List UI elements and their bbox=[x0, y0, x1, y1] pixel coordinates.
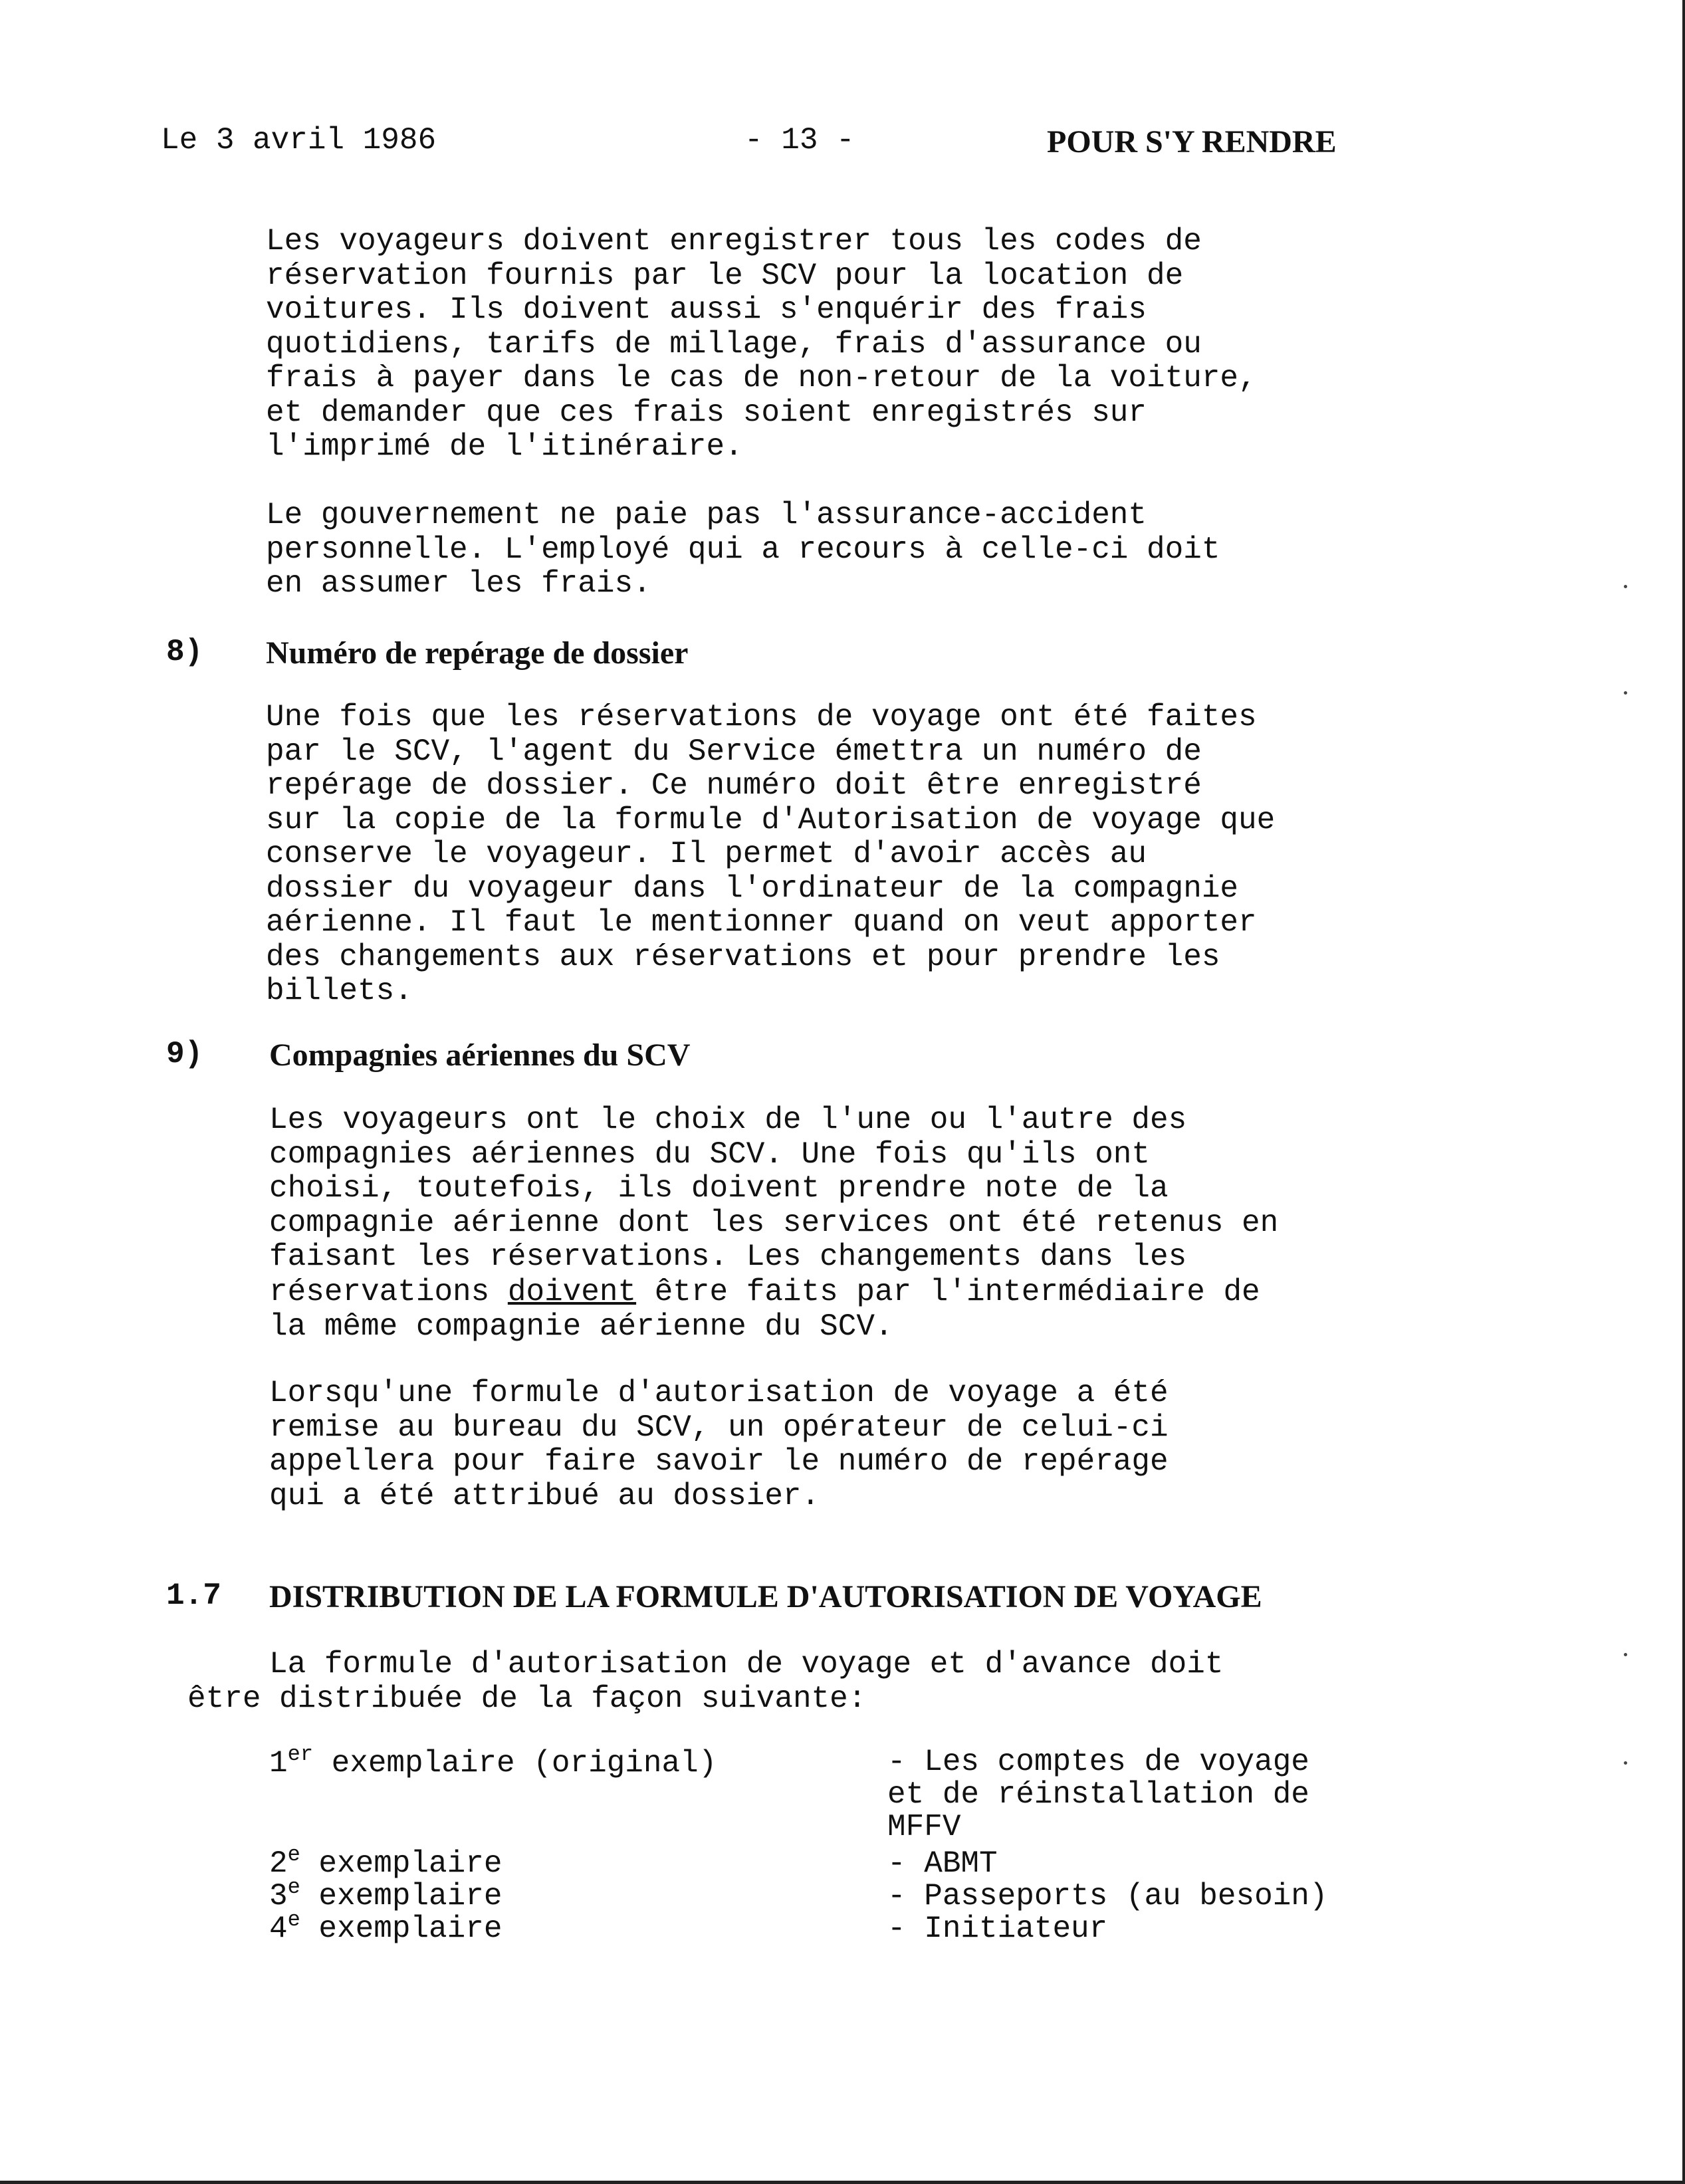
scan-edge-bottom bbox=[0, 2181, 1685, 2184]
section9-line6-before: réservations bbox=[269, 1275, 508, 1309]
section9-line6-after: être faits par l'intermédiaire de bbox=[636, 1275, 1260, 1309]
scan-speck bbox=[1624, 691, 1627, 695]
scan-edge-right bbox=[1682, 0, 1685, 2184]
section8-number: 8) bbox=[166, 635, 203, 669]
paragraph-car-rental: Les voyageurs doivent enregistrer tous les codes de réservation fournis par le SCV pour la location de voitures. Ils doivent aussi s'enquérir des frais quotidiens, tarifs de millage, frais d'assurance ou frais à payer dans le cas de non-retour de la voiture, et demander que ces frais soient enregistrés sur l'imprimé de l'itinéraire. bbox=[266, 224, 1257, 464]
scan-speck bbox=[1624, 585, 1627, 588]
header-date: Le 3 avril 1986 bbox=[161, 123, 437, 158]
distribution-copy-2: 2e exemplaire bbox=[269, 1842, 503, 1881]
section17-number: 1.7 bbox=[166, 1579, 221, 1613]
header-section-title: POUR S'Y RENDRE bbox=[1047, 124, 1337, 160]
header-page-number: - 13 - bbox=[744, 123, 855, 158]
scan-speck bbox=[1624, 1653, 1627, 1656]
scan-speck bbox=[1624, 1761, 1627, 1765]
section9-line6 bbox=[269, 1275, 1260, 1309]
paragraph-insurance: Le gouvernement ne paie pas l'assurance-accident personnelle. L'employé qui a recours à celle-ci doit en assumer les frais. bbox=[266, 498, 1220, 601]
distribution-copy-3: 3e exemplaire bbox=[269, 1875, 503, 1913]
section8-title: Numéro de repérage de dossier bbox=[266, 635, 689, 671]
section9-body-part1: Les voyageurs ont le choix de l'une ou l'autre des compagnies aériennes du SCV. Une fois qu'ils ont choisi, toutefois, ils doivent prendre note de la compagnie aérienne dont les services ont été retenus en faisant les réservations. Les changements dans les bbox=[269, 1103, 1279, 1274]
distribution-copy-4: 4e exemplaire bbox=[269, 1908, 503, 1946]
distribution-dest-4: - Initiateur bbox=[887, 1911, 1108, 1946]
section17-intro-line1: La formule d'autorisation de voyage et d'avance doit bbox=[269, 1647, 1224, 1682]
distribution-dest-2: - ABMT bbox=[887, 1846, 998, 1881]
section9-line7: la même compagnie aérienne du SCV. bbox=[269, 1309, 893, 1344]
section9-title: Compagnies aériennes du SCV bbox=[269, 1037, 691, 1073]
section17-intro-line2: être distribuée de la façon suivante: bbox=[187, 1682, 867, 1716]
section9-number: 9) bbox=[166, 1037, 203, 1071]
distribution-dest-1: - Les comptes de voyage et de réinstallation de MFFV bbox=[887, 1745, 1309, 1844]
section9-body2: Lorsqu'une formule d'autorisation de voyage a été remise au bureau du SCV, un opérateur de celui-ci appellera pour faire savoir le numéro de repérage qui a été attribué au dossier. bbox=[269, 1376, 1169, 1513]
distribution-dest-3: - Passeports (au besoin) bbox=[887, 1879, 1328, 1913]
section9-underlined-word: doivent bbox=[507, 1275, 637, 1309]
section17-title: DISTRIBUTION DE LA FORMULE D'AUTORISATION DE VOYAGE bbox=[269, 1579, 1262, 1614]
distribution-copy-1: 1er exemplaire (original) bbox=[269, 1742, 717, 1781]
section8-body: Une fois que les réservations de voyage ont été faites par le SCV, l'agent du Service émettra un numéro de repérage de dossier. Ce numéro doit être enregistré sur la copie de la formule d'Autorisation de voyage que conserve le voyageur. Il permet d'avoir accès au dossier du voyageur dans l'ordinateur de la compagnie aérienne. Il faut le mentionner quand on veut apporter des changements aux réservations et pour prendre les billets. bbox=[266, 700, 1276, 1008]
